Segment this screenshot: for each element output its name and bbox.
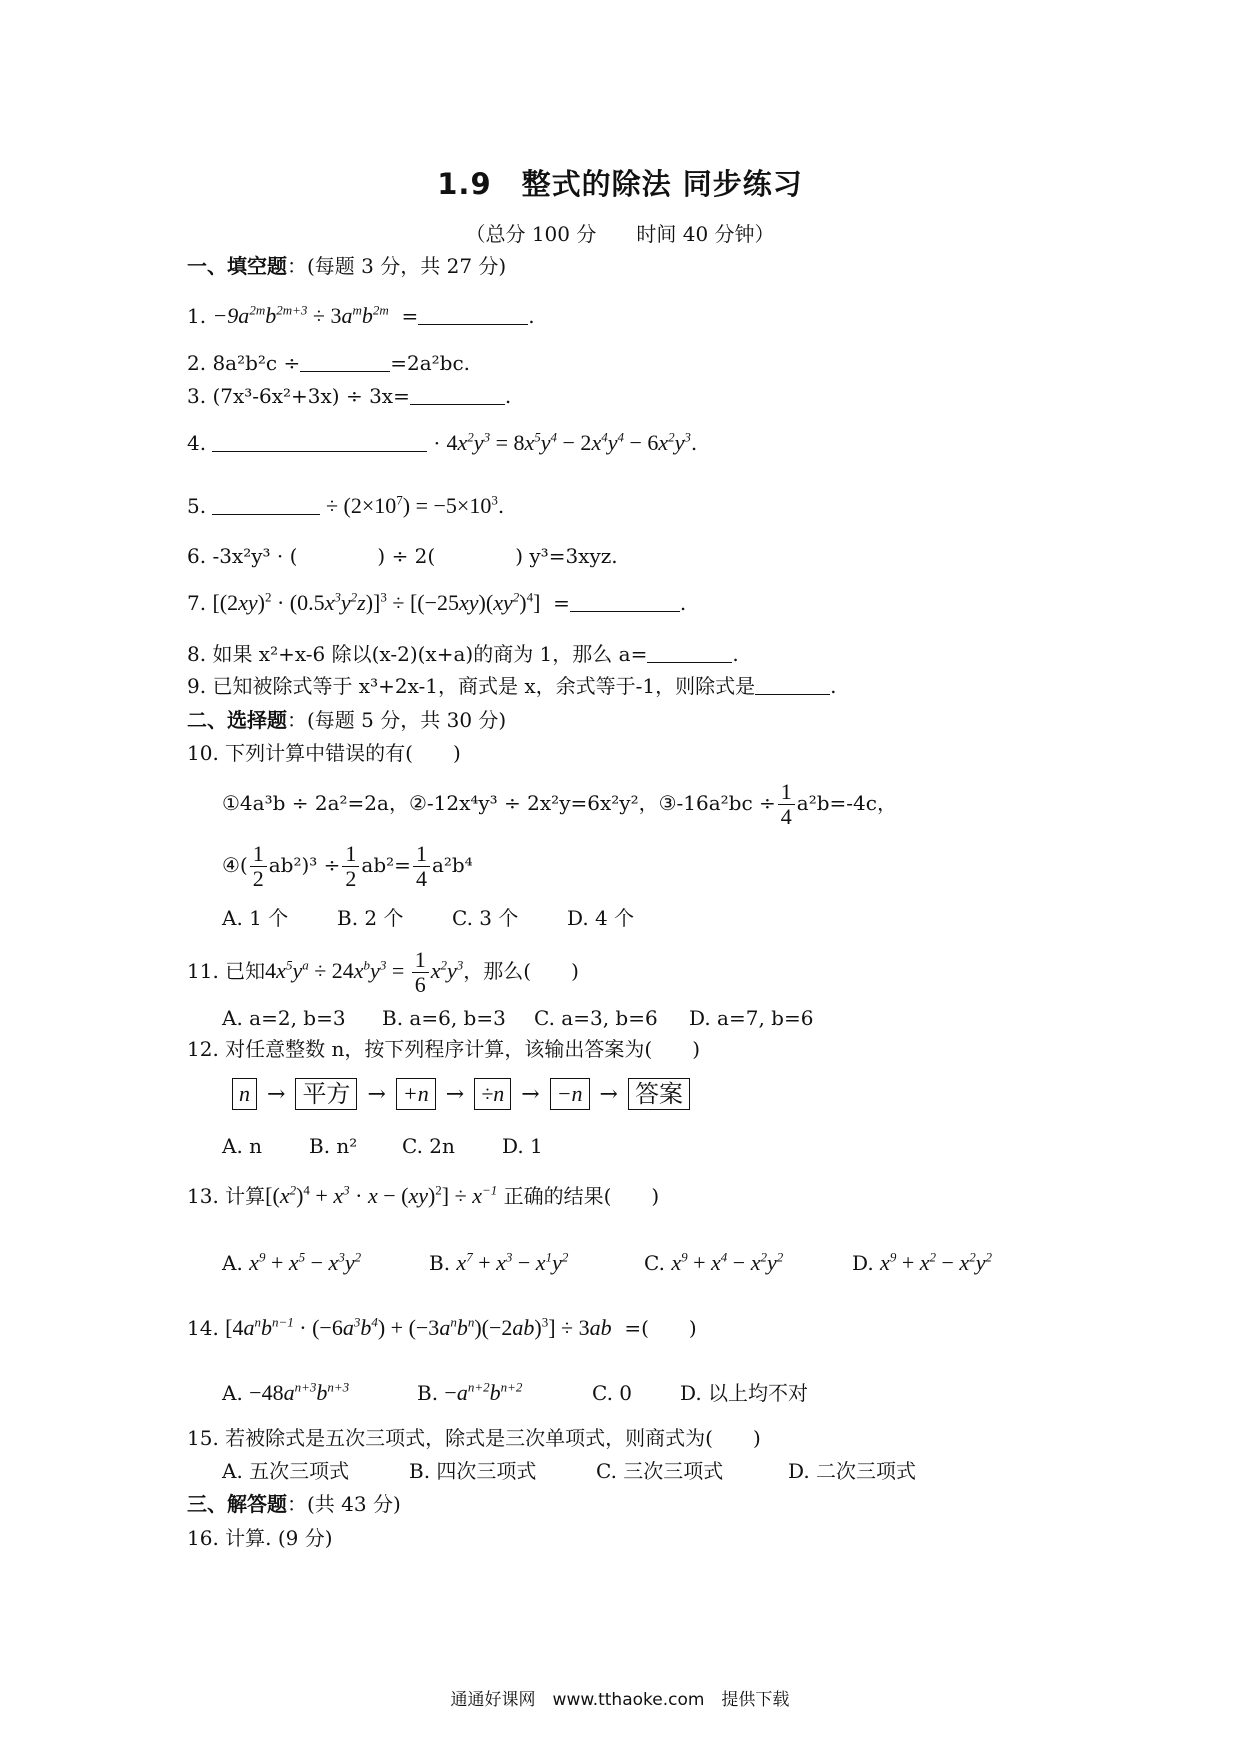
question-12-options — [222, 1133, 543, 1159]
section-solve: 三、解答题：(共 43 分) — [187, 1492, 401, 1516]
section-choice: 二、选择题：(每题 5 分，共 30 分) — [187, 708, 507, 732]
question-2: 2. 8a²b²c ÷ =2a²bc. — [187, 351, 471, 375]
option-b[interactable]: B. a=6, b=3 — [382, 1006, 506, 1030]
arrow-icon: → — [445, 1081, 465, 1107]
question-4: 4. · $4x^2y^3 = 8x^5y^4 - 2x^4y^4 - 6x^2y^3$. — [187, 429, 698, 455]
question-11: 11. 已知$4x^5y^a \div 24x^by^3$ = $\frac{1}{6}$ $x^2y^3$，那么( ) — [187, 947, 579, 997]
fraction: $\frac{1}{4}$ — [413, 842, 430, 891]
option-a[interactable]: A. 1 个 — [222, 906, 289, 930]
option-a[interactable]: A. n — [222, 1134, 263, 1158]
flow-box-divide-n: ÷n — [474, 1078, 511, 1110]
option-d[interactable]: D. 以上均不对 — [680, 1381, 809, 1405]
option-b[interactable]: B. $-a^{n+2}b^{n+2}$ — [417, 1379, 523, 1405]
page-footer: 通通好课网 www.tthaoke.com 提供下载 — [450, 1690, 790, 1710]
question-10-items-1: ①4a³b ÷ 2a²=2a，②-12x⁴y³ ÷ 2x²y=6x²y²，③-16a²bc ÷ $\frac{1}{4}$ a²b=-4c， — [222, 779, 897, 829]
question-10-items-2: ④( $\frac{1}{2}$ ab²)³ ÷ $\frac{1}{2}$ ab²= $\frac{1}{4}$ a²b⁴ — [222, 841, 473, 891]
question-14: 14. $[4a^nb^{n-1} \cdot (-6a^3b^4) + (-3a^nb^n)(-2ab)^3] \div 3ab$ =( ) — [187, 1314, 697, 1340]
option-c[interactable]: C. 0 — [592, 1381, 633, 1405]
flow-box-minus-n: −n — [550, 1078, 590, 1110]
option-a[interactable]: A. $x^9 + x^5 - x^3y^2$ — [222, 1249, 362, 1275]
question-10-options — [222, 905, 634, 931]
arrow-icon: → — [521, 1081, 540, 1107]
question-13-options — [222, 1250, 992, 1276]
option-d[interactable]: D. $x^9 + x^2 - x^2y^2$ — [852, 1249, 992, 1275]
flow-box-plus-n: +n — [396, 1078, 436, 1110]
question-11-options — [222, 1005, 813, 1031]
option-c[interactable]: C. a=3, b=6 — [534, 1006, 658, 1030]
fraction: $\frac{1}{6}$ — [412, 948, 429, 997]
section-fill-blank: 一、填空题：(每题 3 分，共 27 分) — [187, 254, 507, 278]
option-d[interactable]: D. 4 个 — [567, 906, 635, 930]
option-a[interactable]: A. 五次三项式 — [222, 1459, 350, 1483]
arrow-icon: → — [367, 1081, 386, 1107]
page-subtitle: （总分 100 分 时间 40 分钟） — [465, 222, 775, 246]
option-c[interactable]: C. 三次三项式 — [596, 1459, 724, 1483]
option-a[interactable]: A. $-48a^{n+3}b^{n+3}$ — [222, 1379, 350, 1405]
fraction: $\frac{1}{2}$ — [250, 842, 267, 891]
option-c[interactable]: C. 2n — [402, 1134, 455, 1158]
option-b[interactable]: B. n² — [309, 1134, 358, 1158]
question-13: 13. 计算$[(x^2)^4 + x^3 \cdot x - (xy)^2] \div x^{-1}$ 正确的结果( ) — [187, 1182, 660, 1208]
answer-blank — [418, 304, 528, 325]
option-d[interactable]: D. 二次三项式 — [788, 1459, 917, 1483]
answer-blank — [212, 494, 320, 515]
question-12: 12. 对任意整数 n，按下列程序计算，该输出答案为( ) — [187, 1037, 701, 1061]
flow-box-input: n — [232, 1078, 257, 1110]
question-8: 8. 如果 x²+x-6 除以(x-2)(x+a)的商为 1，那么 a= . — [187, 642, 739, 666]
option-c[interactable]: C. 3 个 — [452, 906, 519, 930]
fraction: $\frac{1}{2}$ — [342, 842, 359, 891]
question-15-options — [222, 1458, 916, 1484]
option-a[interactable]: A. a=2, b=3 — [222, 1006, 346, 1030]
question-15: 15. 若被除式是五次三项式，除式是三次单项式，则商式为( ) — [187, 1426, 761, 1450]
question-3: 3. (7x³-6x²+3x) ÷ 3x= . — [187, 384, 512, 408]
answer-blank — [755, 674, 830, 695]
question-10: 10. 下列计算中错误的有( ) — [187, 741, 461, 765]
program-flowchart — [232, 1078, 690, 1110]
question-9: 9. 已知被除式等于 x³+2x-1，商式是 x，余式等于-1，则除式是 . — [187, 674, 837, 698]
question-6: 6. -3x²y³ · ( ) ÷ 2( ) y³=3xyz. — [187, 544, 618, 568]
flow-box-square: 平方 — [295, 1078, 357, 1110]
option-c[interactable]: C. $x^9 + x^4 - x^2y^2$ — [644, 1249, 784, 1275]
option-b[interactable]: B. 2 个 — [337, 906, 404, 930]
flow-box-answer: 答案 — [628, 1078, 690, 1110]
answer-blank — [570, 591, 680, 612]
page-title: 1.9 整式的除法 同步练习 — [437, 167, 803, 201]
answer-blank — [300, 351, 390, 372]
option-d[interactable]: D. 1 — [502, 1134, 543, 1158]
question-1: 1. $-9a^{2m}b^{2m+3} \div 3a^mb^{2m}$ = . — [187, 302, 535, 328]
fraction: $\frac{1}{4}$ — [778, 780, 795, 829]
option-b[interactable]: B. 四次三项式 — [409, 1459, 537, 1483]
option-d[interactable]: D. a=7, b=6 — [689, 1006, 814, 1030]
option-b[interactable]: B. $x^7 + x^3 - x^1y^2$ — [429, 1249, 569, 1275]
arrow-icon: → — [599, 1081, 618, 1107]
answer-blank — [410, 384, 505, 405]
question-7: 7. $[(2xy)^2 \cdot (0.5x^3y^2z)]^3 \div [(-25xy)(xy^2)^4]$ = . — [187, 589, 687, 615]
question-16: 16. 计算. (9 分) — [187, 1526, 333, 1550]
answer-blank — [647, 642, 732, 663]
answer-blank — [212, 431, 427, 452]
question-5: 5. ÷ $(2\times 10^7) = -5\times 10^3$. — [187, 492, 505, 518]
question-14-options — [222, 1380, 808, 1406]
arrow-icon: → — [267, 1081, 286, 1107]
